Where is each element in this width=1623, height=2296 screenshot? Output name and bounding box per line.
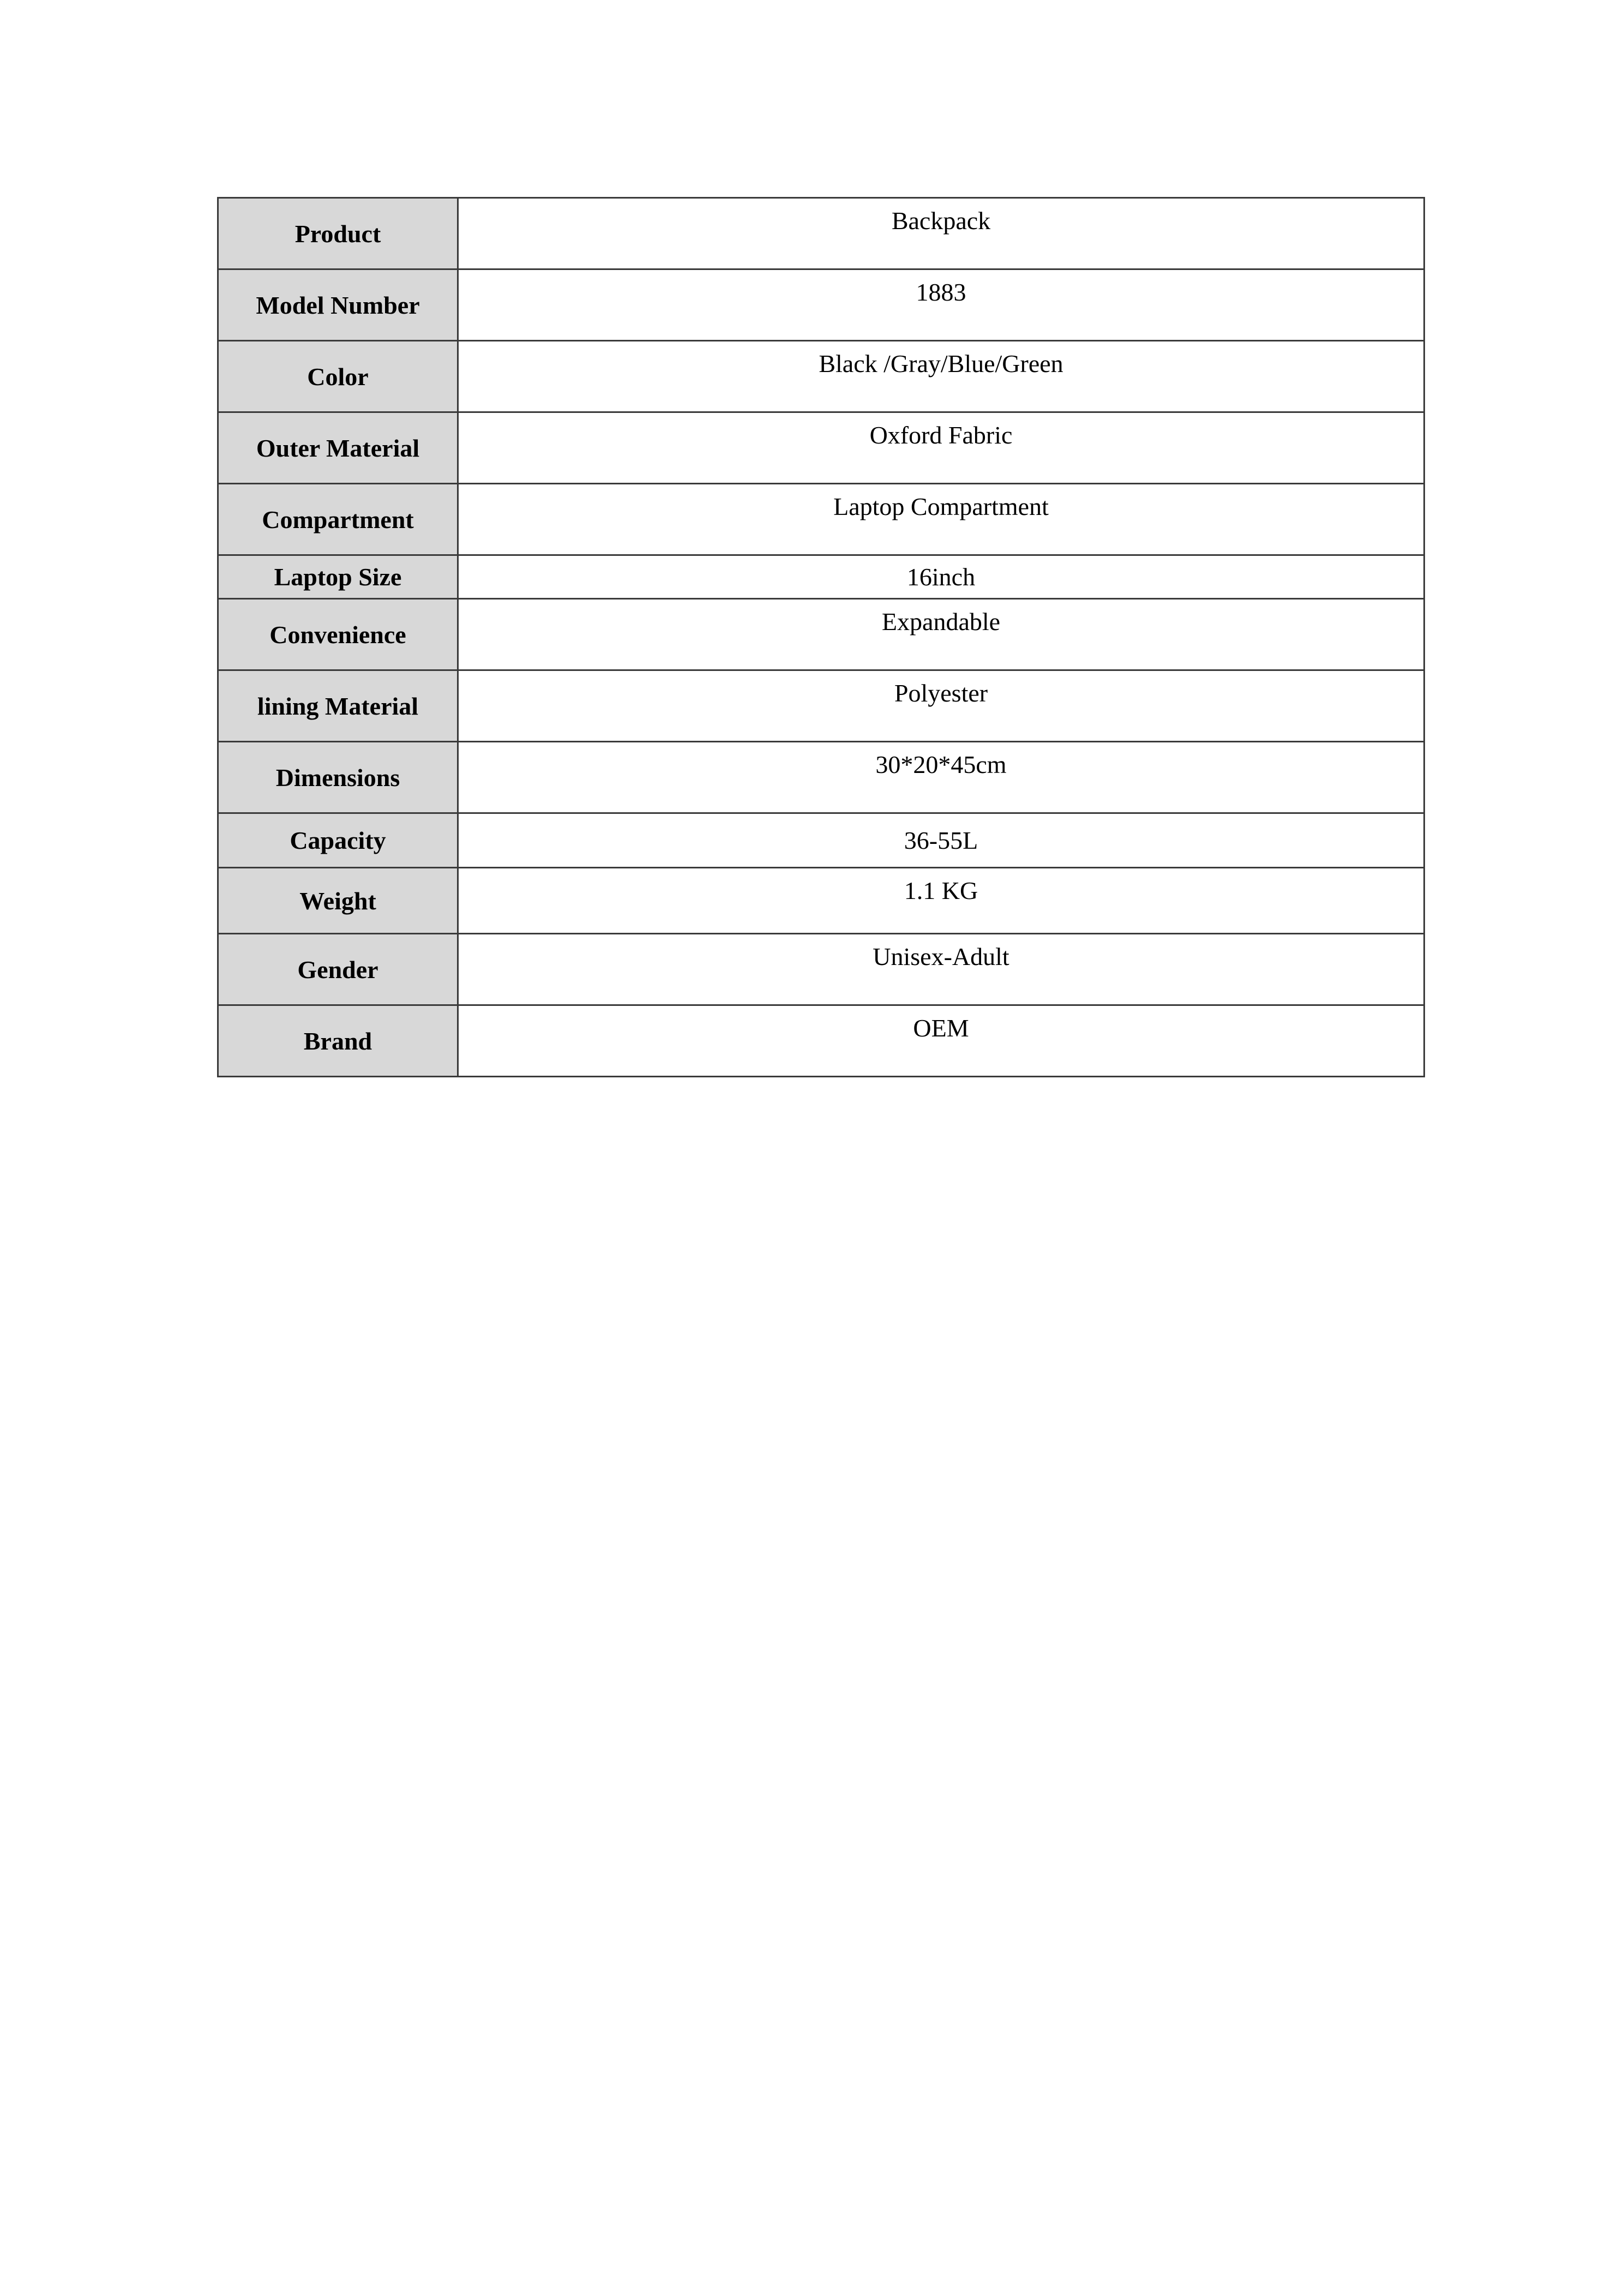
- table-row: [218, 742, 1424, 813]
- table-row: [218, 412, 1424, 484]
- spec-value: Laptop Compartment: [458, 484, 1424, 555]
- table-row: [218, 1005, 1424, 1077]
- spec-label: Color: [218, 341, 458, 412]
- table-row: [218, 599, 1424, 670]
- spec-label: Outer Material: [218, 412, 458, 484]
- spec-value: Oxford Fabric: [458, 412, 1424, 484]
- spec-value: 1.1 KG: [458, 868, 1424, 934]
- spec-label: Model Number: [218, 269, 458, 341]
- spec-value: 16inch: [458, 555, 1424, 599]
- table-row: [218, 269, 1424, 341]
- spec-value: Backpack: [458, 198, 1424, 269]
- table-row: [218, 670, 1424, 742]
- spec-value: Black /Gray/Blue/Green: [458, 341, 1424, 412]
- spec-label: Brand: [218, 1005, 458, 1077]
- table-row: [218, 198, 1424, 269]
- spec-label: lining Material: [218, 670, 458, 742]
- spec-value: Expandable: [458, 599, 1424, 670]
- table-row: [218, 934, 1424, 1005]
- spec-label: Gender: [218, 934, 458, 1005]
- spec-label: Capacity: [218, 813, 458, 868]
- spec-label: Product: [218, 198, 458, 269]
- spec-label: Laptop Size: [218, 555, 458, 599]
- table-row: [218, 555, 1424, 599]
- table-row: [218, 341, 1424, 412]
- table-row: [218, 868, 1424, 934]
- spec-value: Unisex-Adult: [458, 934, 1424, 1005]
- product-spec-table: [217, 197, 1425, 1077]
- spec-value: 36-55L: [458, 813, 1424, 868]
- spec-label: Convenience: [218, 599, 458, 670]
- spec-label: Weight: [218, 868, 458, 934]
- spec-value: OEM: [458, 1005, 1424, 1077]
- spec-label: Compartment: [218, 484, 458, 555]
- spec-value: 1883: [458, 269, 1424, 341]
- spec-value: Polyester: [458, 670, 1424, 742]
- spec-label: Dimensions: [218, 742, 458, 813]
- table-row: [218, 813, 1424, 868]
- table-row: [218, 484, 1424, 555]
- spec-value: 30*20*45cm: [458, 742, 1424, 813]
